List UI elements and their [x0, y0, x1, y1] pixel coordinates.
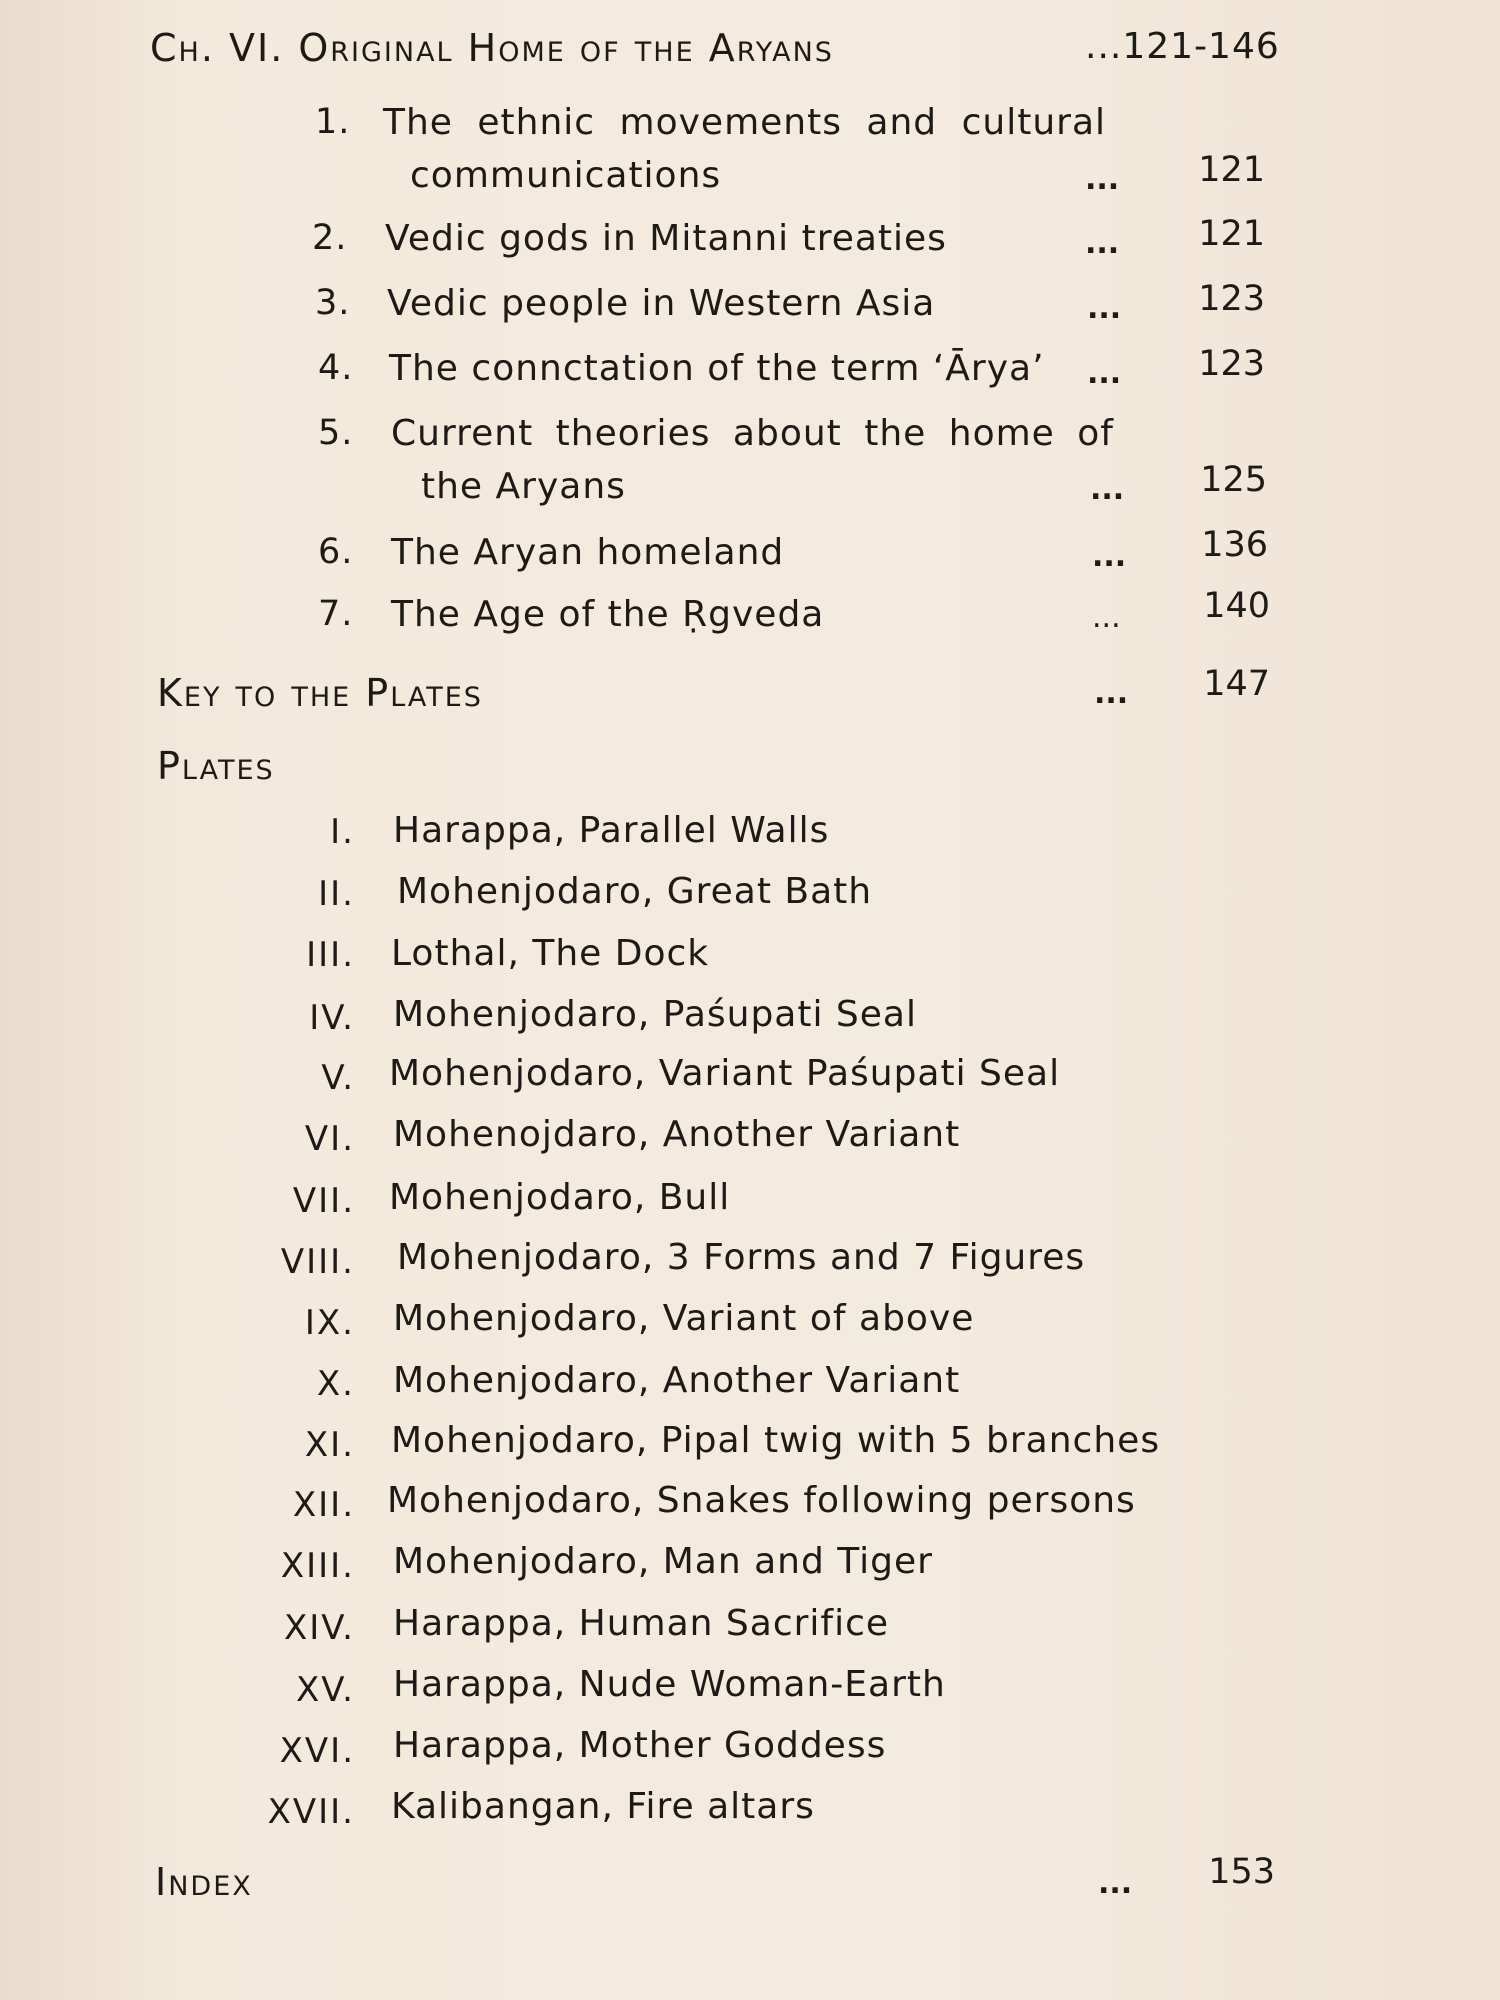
plate-title: Mohenjodaro, Variant of above	[393, 1298, 975, 1339]
plate-number: II.	[318, 874, 355, 914]
plate-number: VII.	[292, 1181, 355, 1221]
section-page: 121	[1198, 150, 1265, 190]
plate-number: I.	[330, 812, 355, 852]
section-number: 2.	[312, 218, 348, 258]
section-number: 3.	[315, 283, 351, 323]
plate-number: IX.	[304, 1303, 355, 1343]
leader-dots: ...	[1098, 1866, 1133, 1901]
leader-dots: ...	[1090, 472, 1125, 507]
plates-heading: Plates	[157, 744, 275, 788]
leader-dots: ...	[1087, 291, 1122, 326]
section-title-line: Vedic gods in Mitanni treaties	[385, 218, 947, 259]
plate-title: Harappa, Human Sacrifice	[393, 1603, 890, 1644]
plate-number: XIII.	[280, 1546, 355, 1586]
plate-title: Harappa, Nude Woman-Earth	[393, 1664, 946, 1705]
plate-title: Mohenjodaro, Pipal twig with 5 branches	[391, 1420, 1161, 1461]
section-page: 136	[1201, 525, 1268, 565]
plate-title: Kalibangan, Fire altars	[391, 1786, 815, 1827]
section-title-line: Vedic people in Western Asia	[387, 283, 936, 324]
plate-title: Mohenjodaro, Snakes following persons	[387, 1480, 1136, 1521]
plate-title: Mohenojdaro, Another Variant	[393, 1114, 961, 1155]
section-title-line: the Aryans	[421, 466, 626, 507]
section-page: 123	[1198, 279, 1265, 319]
section-number: 5.	[318, 413, 354, 453]
plate-number: XI.	[304, 1425, 355, 1465]
plate-title: Lothal, The Dock	[391, 933, 710, 974]
plate-title: Mohenjodaro, 3 Forms and 7 Figures	[397, 1237, 1086, 1278]
section-number: 6.	[318, 532, 354, 572]
plate-number: XIV.	[283, 1608, 355, 1648]
leader-dots: ...	[1094, 676, 1129, 711]
plate-number: X.	[316, 1364, 355, 1404]
plate-number: V.	[321, 1058, 355, 1098]
section-title-line: Current theories about the home of	[391, 413, 1114, 454]
plate-number: VIII.	[280, 1242, 355, 1282]
section-title-line: communications	[410, 155, 722, 196]
leader-dots: ...	[1085, 162, 1120, 197]
leader-dots: ...	[1085, 226, 1120, 261]
plate-title: Mohenjodaro, Bull	[389, 1177, 731, 1218]
section-number: 1.	[315, 102, 351, 142]
section-number: 4.	[318, 348, 354, 388]
plate-number: VI.	[304, 1119, 355, 1159]
plate-number: III.	[306, 935, 355, 975]
section-page: 125	[1200, 460, 1267, 500]
index-heading: Index	[155, 1860, 253, 1904]
chapter-page-range: ...121-146	[1085, 26, 1280, 67]
plate-number: IV.	[309, 998, 355, 1038]
plate-number: XVII.	[267, 1792, 355, 1832]
plate-title: Mohenjodaro, Great Bath	[397, 871, 873, 912]
section-title-line: The Age of the Ṛgveda	[391, 594, 825, 635]
plate-title: Mohenjodaro, Paśupati Seal	[393, 994, 917, 1035]
leader-dots: ...	[1087, 356, 1122, 391]
leader-dots: ...	[1092, 600, 1121, 635]
plate-title: Harappa, Parallel Walls	[393, 810, 830, 851]
leader-dots: ...	[1092, 539, 1127, 574]
section-number: 7.	[318, 594, 354, 634]
section-page: 121	[1198, 214, 1265, 254]
section-page: 140	[1203, 586, 1270, 626]
section-title-line: The Aryan homeland	[391, 532, 785, 573]
plate-title: Mohenjodaro, Man and Tiger	[393, 1541, 933, 1582]
plate-title: Mohenjodaro, Variant Paśupati Seal	[389, 1053, 1061, 1094]
chapter-heading: Ch. VI. Original Home of the Aryans	[150, 26, 834, 70]
plate-number: XV.	[296, 1670, 355, 1710]
key-to-plates-heading: Key to the Plates	[157, 671, 483, 715]
plate-title: Mohenjodaro, Another Variant	[393, 1360, 961, 1401]
index-page: 153	[1208, 1852, 1275, 1892]
section-title-line: The connctation of the term ‘Ārya’	[389, 348, 1045, 389]
plate-number: XII.	[292, 1485, 355, 1525]
key-to-plates-page: 147	[1203, 664, 1270, 704]
plate-title: Harappa, Mother Goddess	[393, 1725, 887, 1766]
section-title-line: The ethnic movements and cultural	[383, 102, 1107, 143]
section-page: 123	[1198, 344, 1265, 384]
plate-number: XVI.	[279, 1731, 355, 1771]
